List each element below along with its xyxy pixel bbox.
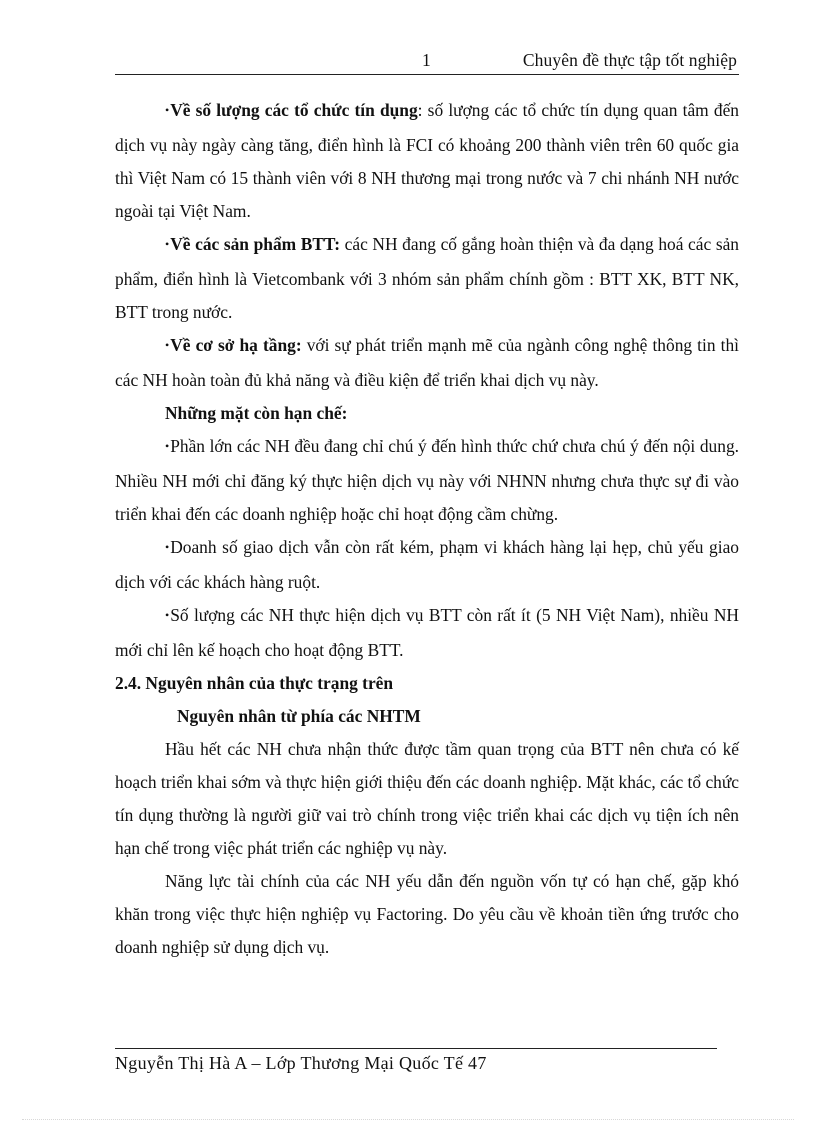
paragraph-text: các NH đang cố gắng hoàn thiện và đa dạng hoá các sản phẩm, điển hình là Vietcombank với 3 nhóm sản phẩm chính gồm : BTT XK, BTT NK, BTT trong nước. bbox=[115, 234, 739, 322]
body-text bbox=[115, 94, 739, 964]
footer-rule bbox=[115, 1048, 717, 1049]
bullet-icon: • bbox=[165, 103, 170, 117]
paragraph-label: Về số lượng các tổ chức tín dụng bbox=[170, 100, 418, 120]
section-heading-text: 2.4. Nguyên nhân của thực trạng trên bbox=[115, 673, 394, 693]
paragraph-limitation-2 bbox=[115, 531, 739, 599]
paragraph-text: : số lượng các tổ chức tín dụng quan tâm đến dịch vụ này ngày càng tăng, điển hình là FCI có khoảng 200 thành viên trên 60 quốc gia thì Việt Nam có 15 thành viên với 8 NH thương mại trong nước và 7 chi nhánh NH nước ngoài tại Việt Nam. bbox=[115, 100, 739, 221]
page-number: 1 bbox=[422, 50, 431, 70]
section-heading bbox=[115, 667, 739, 700]
paragraph-limitation-1 bbox=[115, 430, 739, 531]
header-rule bbox=[115, 74, 739, 75]
paragraph-label: Về các sản phẩm BTT: bbox=[170, 234, 341, 254]
bullet-icon: • bbox=[165, 608, 170, 622]
header-title: Chuyên đề thực tập tốt nghiệp bbox=[522, 50, 737, 70]
paragraph-products bbox=[115, 228, 739, 329]
bullet-icon: • bbox=[165, 540, 170, 554]
paragraph-awareness bbox=[115, 733, 739, 865]
paragraph-text: Số lượng các NH thực hiện dịch vụ BTT còn rất ít (5 NH Việt Nam), nhiều NH mới chỉ lên kế hoạch cho hoạt động BTT. bbox=[115, 605, 739, 660]
bullet-icon: • bbox=[165, 338, 170, 352]
sub-heading bbox=[115, 700, 739, 733]
paragraph-text: với sự phát triển mạnh mẽ của ngành công nghệ thông tin thì các NH hoàn toàn đủ khả năng và điều kiện để triển khai dịch vụ này. bbox=[115, 335, 739, 390]
paragraph-infrastructure bbox=[115, 329, 739, 397]
sub-heading-text: Nguyên nhân từ phía các NHTM bbox=[177, 706, 421, 726]
heading-text: Những mặt còn hạn chế: bbox=[165, 403, 348, 423]
paragraph-financial-capacity bbox=[115, 865, 739, 964]
paragraph-text: Năng lực tài chính của các NH yếu dẫn đến nguồn vốn tự có hạn chế, gặp khó khăn trong việc thực hiện nghiệp vụ Factoring. Do yêu cầu về khoản tiền ứng trước cho doanh nghiệp sử dụng dịch vụ. bbox=[115, 871, 739, 957]
bullet-icon: • bbox=[165, 439, 170, 453]
paragraph-credit-institutions bbox=[115, 94, 739, 228]
paragraph-text: Hầu hết các NH chưa nhận thức được tầm quan trọng của BTT nên chưa có kế hoạch triển khai sớm và thực hiện giới thiệu đến các doanh nghiệp. Mặt khác, các tổ chức tín dụng thường là người giữ vai trò chính trong việc triển khai các dịch vụ tiện ích nên hạn chế trong việc phát triển các nghiệp vụ này. bbox=[115, 739, 739, 858]
paragraph-label: Về cơ sở hạ tầng: bbox=[170, 335, 302, 355]
heading-limitations bbox=[115, 397, 739, 430]
page-footer: Nguyễn Thị Hà A – Lớp Thương Mại Quốc Tế 47 bbox=[115, 1053, 487, 1073]
paragraph-limitation-3 bbox=[115, 599, 739, 667]
paragraph-text: Phần lớn các NH đều đang chỉ chú ý đến hình thức chứ chưa chú ý đến nội dung. Nhiều NH mới chỉ đăng ký thực hiện dịch vụ này với NHNN nhưng chưa thực sự đi vào triển khai đến các doanh nghiệp hoặc chỉ hoạt động cầm chừng. bbox=[115, 436, 739, 524]
bullet-icon: • bbox=[165, 237, 170, 251]
page-edge bbox=[22, 1119, 794, 1120]
paragraph-text: Doanh số giao dịch vẫn còn rất kém, phạm vi khách hàng lại hẹp, chủ yếu giao dịch với các khách hàng ruột. bbox=[115, 537, 739, 592]
page-header bbox=[115, 48, 739, 74]
